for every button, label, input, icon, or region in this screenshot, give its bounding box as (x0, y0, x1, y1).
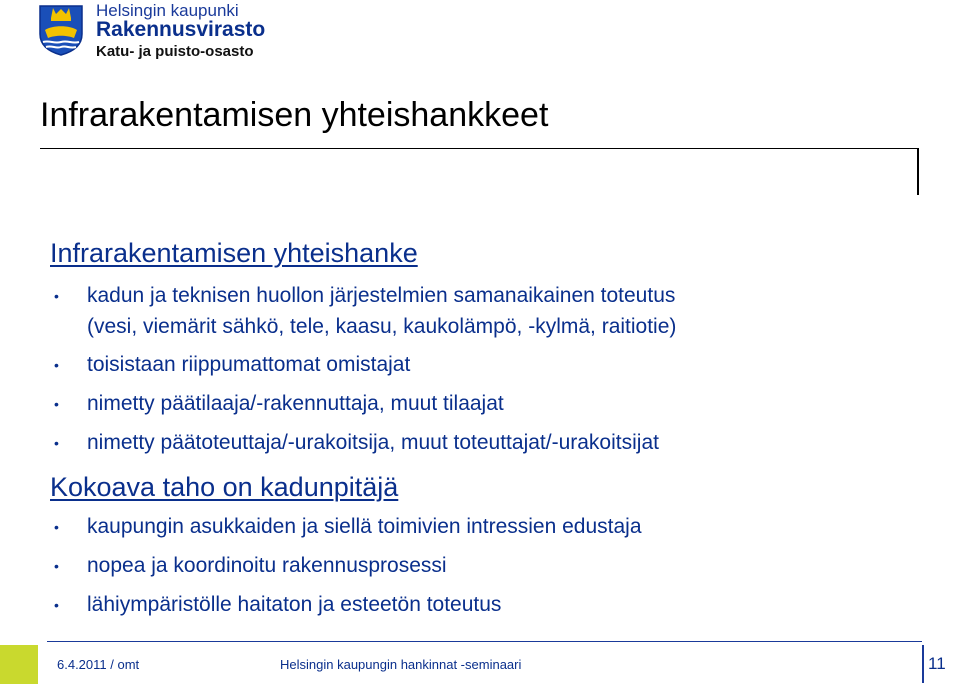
footer-date: 6.4.2011 / omt (57, 657, 140, 672)
footer-divider (47, 641, 922, 642)
list-item-text: toisistaan riippumattomat omistajat (87, 353, 411, 376)
bullet-dot-icon: • (54, 288, 59, 304)
section-heading-kadunpitaja: Kokoava taho on kadunpitäjä (50, 472, 399, 502)
list-item-text: nopea ja koordinoitu rakennusprosessi (87, 554, 447, 577)
title-divider (40, 148, 918, 149)
bullet-dot-icon: • (54, 396, 59, 412)
list-item-text-continued: (vesi, viemärit sähkö, tele, kaasu, kaukolämpö, -kylmä, raitiotie) (87, 315, 677, 338)
department-name: Rakennusvirasto (96, 18, 266, 41)
list-item-text: lähiympäristölle haitaton ja esteetön toteutus (87, 593, 502, 616)
title-divider-tick (917, 148, 919, 195)
bullet-dot-icon: • (54, 357, 59, 373)
bullet-dot-icon: • (54, 435, 59, 451)
list-item-text: nimetty päätoteuttaja/-urakoitsija, muut toteuttajat/-urakoitsijat (87, 431, 659, 454)
bullet-dot-icon: • (54, 519, 59, 535)
division-name: Katu- ja puisto-osasto (96, 43, 254, 60)
list-item-text: nimetty päätilaaja/-rakennuttaja, muut tilaajat (87, 392, 504, 415)
footer-event-name: Helsingin kaupungin hankinnat -seminaari (280, 657, 522, 672)
bullet-dot-icon: • (54, 597, 59, 613)
list-item-text: kadun ja teknisen huollon järjestelmien samanaikainen toteutus (87, 284, 676, 307)
city-name: Helsingin kaupunki (96, 1, 239, 20)
footer-accent-block (0, 645, 38, 684)
bullet-dot-icon: • (54, 558, 59, 574)
section-heading-yhteishanke: Infrarakentamisen yhteishanke (50, 238, 418, 268)
list-item-text: kaupungin asukkaiden ja siellä toimivien intressien edustaja (87, 515, 642, 538)
helsinki-crest-icon (38, 4, 84, 56)
page-number: 11 (928, 654, 946, 673)
slide-title: Infrarakentamisen yhteishankkeet (40, 96, 549, 134)
